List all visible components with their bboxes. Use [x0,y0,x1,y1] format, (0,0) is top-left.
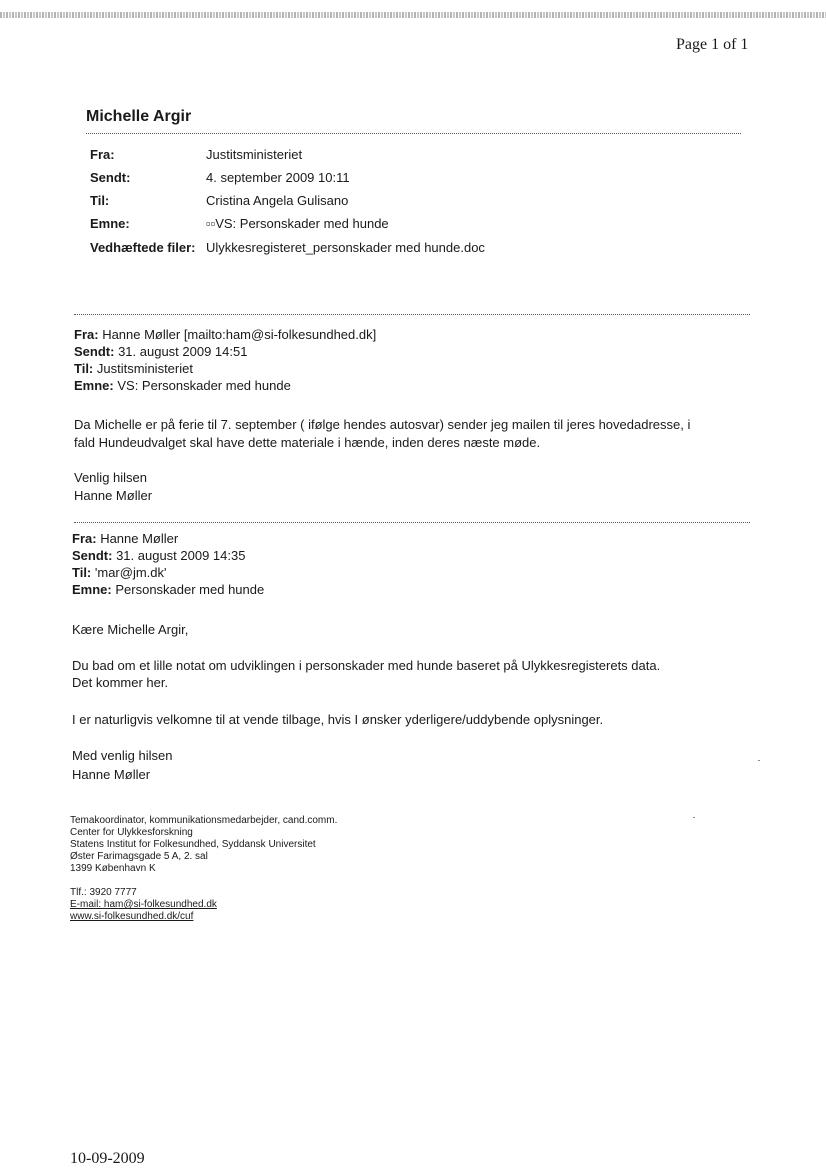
subject-label: Emne: [90,216,130,231]
orig-para2: I er naturligvis velkomne til at vende tilbage, hvis I ønsker yderligere/uddybende oplysninger. [72,712,604,727]
fwd1-to-label: Til: [74,361,94,376]
forward-divider-2 [74,522,750,523]
signature-street: Øster Farimagsgade 5 A, 2. sal [70,851,208,862]
signature-email [70,899,217,911]
forward-divider-1 [74,314,750,315]
fwd1-from-line [74,326,376,343]
sent-label: Sendt: [90,170,131,185]
signature-department: Center for Ulykkesforskning [70,827,193,838]
from-label: Fra: [90,147,115,162]
signature-city: 1399 København K [70,863,156,874]
fwd1-body-line-1: Da Michelle er på ferie til 7. september ( ifølge hendes autosvar) sender jeg mailen til jeres hovedadresse, i [74,417,691,432]
orig-para1-line1: Du bad om et lille notat om udviklingen i personskader med hunde baseret på Ulykkesregisterets data. [72,658,661,673]
attachments-label: Vedhæftede filer: [90,240,196,255]
fwd1-from-value: Hanne Møller [mailto:ham@si-folkesundhed.dk] [102,327,377,342]
orig-from-line [72,530,178,547]
fwd1-to-value: Justitsministeriet [96,361,193,376]
fwd1-sent-label: Sendt: [74,344,115,359]
print-date: 10-09-2009 [70,1150,145,1167]
fwd1-subject-line [74,377,291,394]
sent-value: 4. september 2009 10:11 [206,170,350,185]
orig-subject-line [72,581,264,598]
page-number: Page 1 of 1 [676,36,749,53]
fwd1-from-label: Fra: [74,327,99,342]
fwd1-sent-line [74,343,247,360]
from-value: Justitsministeriet [206,147,303,162]
signature-phone: Tlf.: 3920 7777 [70,887,137,898]
orig-sent-label: Sendt: [72,548,113,563]
attachments-value: Ulykkesregisteret_personskader med hunde.doc [206,240,485,255]
fwd1-to-line [74,360,193,377]
to-label: Til: [90,193,110,208]
orig-sender-name: Hanne Møller [72,767,151,782]
fwd1-sent-value: 31. august 2009 14:51 [118,344,248,359]
orig-to-value: 'mar@jm.dk' [94,565,167,580]
orig-para1-line2: Det kommer her. [72,675,169,690]
signature-institution: Statens Institut for Folkesundhed, Syddansk Universitet [70,839,316,850]
orig-sent-value: 31. august 2009 14:35 [116,548,246,563]
orig-subject-value: Personskader med hunde [115,582,265,597]
orig-to-label: Til: [72,565,92,580]
fwd1-subject-label: Emne: [74,378,114,393]
scan-speck [758,760,760,761]
fwd1-closing: Venlig hilsen [74,470,147,485]
header-divider [86,133,741,134]
orig-greeting: Kære Michelle Argir, [72,622,189,637]
signature-email-link[interactable]: E-mail: ham@si-folkesundhed.dk [70,899,217,910]
fwd1-body-line-2: fald Hundeudvalget skal have dette materiale i hænde, inden deres næste møde. [74,435,541,450]
mailbox-owner-name: Michelle Argir [86,108,192,125]
to-value: Cristina Angela Gulisano [206,193,349,208]
orig-from-value: Hanne Møller [100,531,179,546]
subject-value: ▫▫VS: Personskader med hunde [206,216,389,231]
orig-subject-label: Emne: [72,582,112,597]
orig-from-label: Fra: [72,531,97,546]
signature-title: Temakoordinator, kommunikationsmedarbejder, cand.comm. [70,815,338,826]
fwd1-sender-name: Hanne Møller [74,488,153,503]
orig-sent-line [72,547,245,564]
orig-closing: Med venlig hilsen [72,748,173,763]
scan-top-border [0,12,826,18]
fwd1-subject-value: VS: Personskader med hunde [117,378,291,393]
scan-speck [693,817,695,818]
signature-website-link[interactable]: www.si-folkesundhed.dk/cuf [70,911,194,922]
orig-to-line [72,564,167,581]
